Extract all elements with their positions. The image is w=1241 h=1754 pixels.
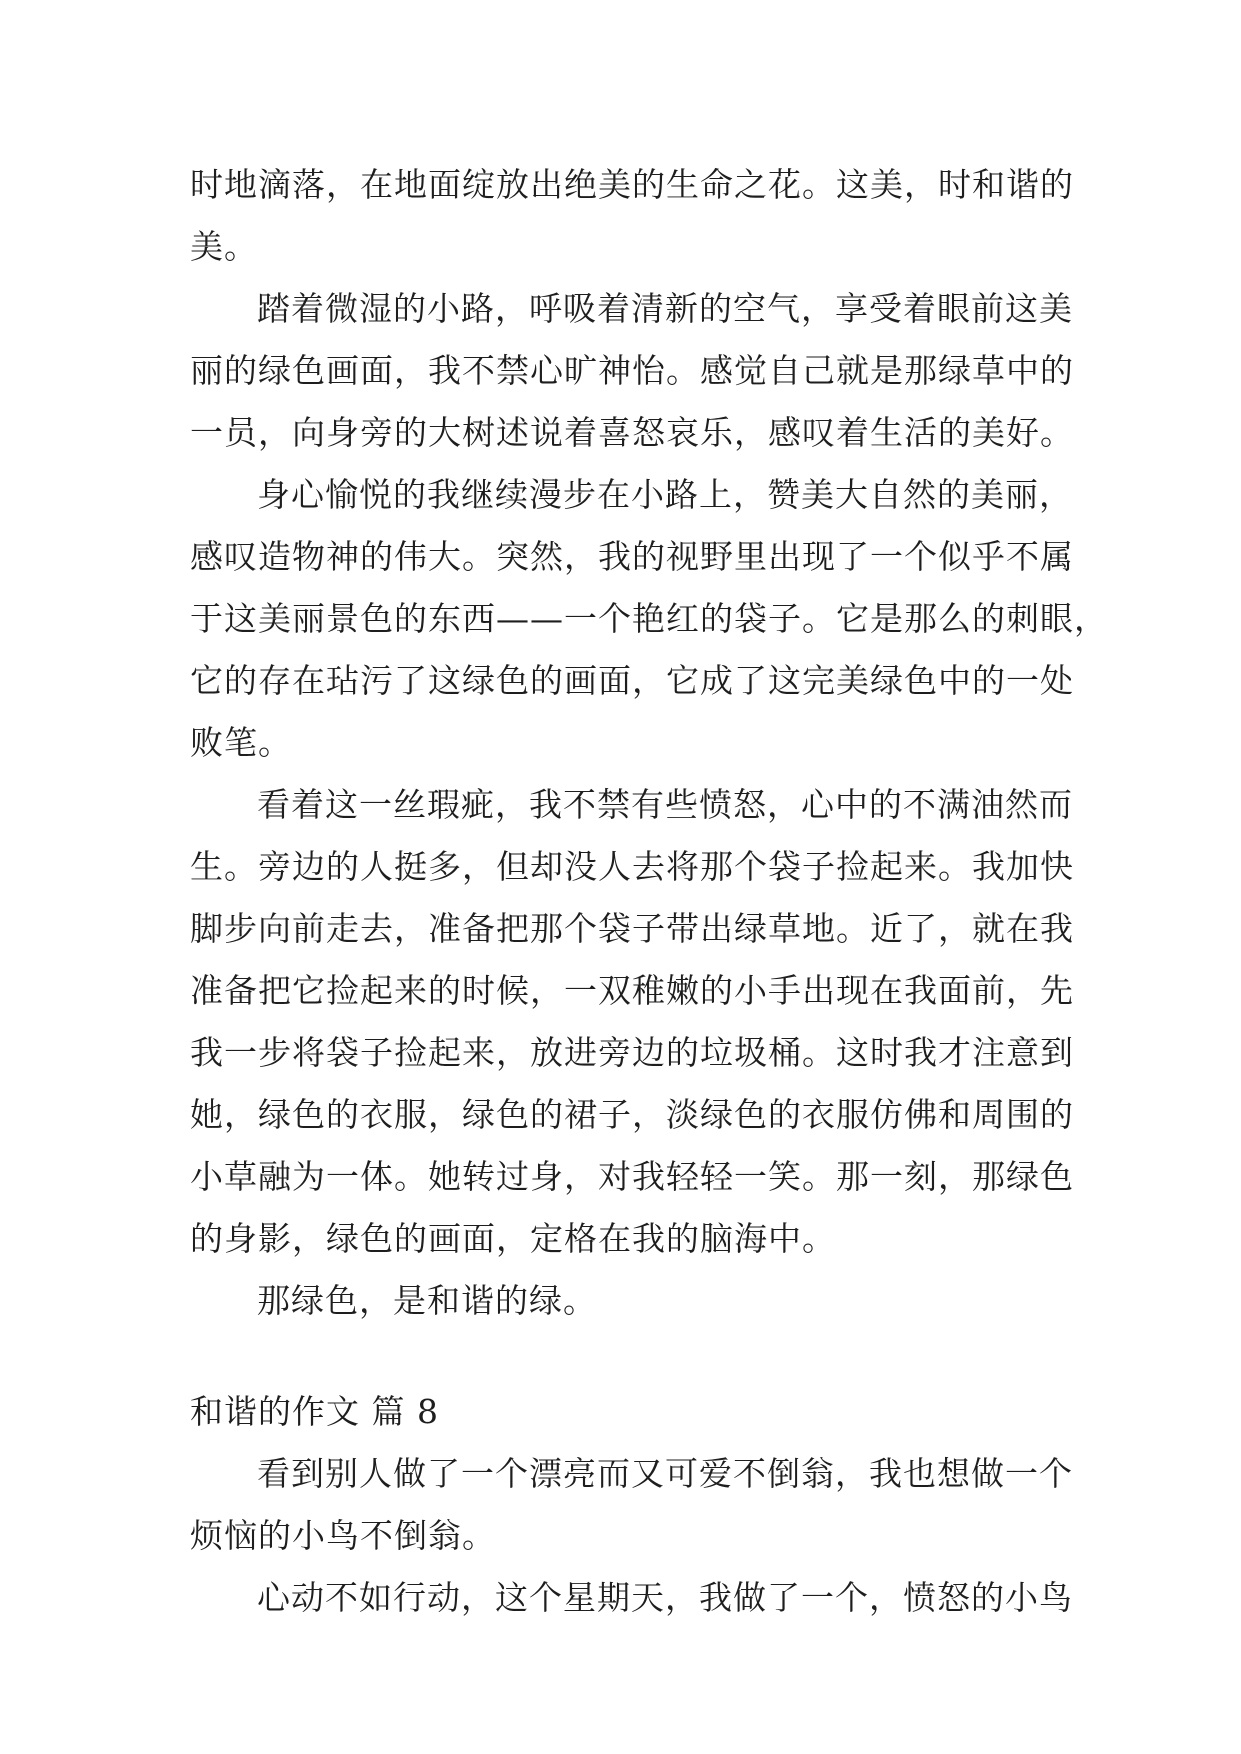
paragraph-first-line: 那绿色，是和谐的绿。 <box>257 1281 597 1320</box>
text-line: 准备把它捡起来的时候，一双稚嫩的小手出现在我面前，先 <box>190 971 1074 1010</box>
text-line: 它的存在玷污了这绿色的画面，它成了这完美绿色中的一处 <box>190 661 1074 700</box>
text-line: 的身影，绿色的画面，定格在我的脑海中。 <box>190 1219 836 1258</box>
text-line: 于这美丽景色的东西——一个艳红的袋子。它是那么的刺眼， <box>190 599 1108 638</box>
paragraph-first-line: 身心愉悦的我继续漫步在小路上，赞美大自然的美丽， <box>257 475 1073 514</box>
text-line: 丽的绿色画面，我不禁心旷神怡。感觉自己就是那绿草中的 <box>190 351 1074 390</box>
text-line: 一员，向身旁的大树述说着喜怒哀乐，感叹着生活的美好。 <box>190 413 1074 452</box>
paragraph-first-line: 心动不如行动，这个星期天，我做了一个，愤怒的小鸟 <box>257 1578 1073 1617</box>
paragraph-first-line: 看着这一丝瑕疵，我不禁有些愤怒，心中的不满油然而 <box>257 785 1073 824</box>
text-line: 美。 <box>190 227 258 266</box>
paragraph-first-line: 看到别人做了一个漂亮而又可爱不倒翁，我也想做一个 <box>257 1454 1073 1493</box>
text-line: 她，绿色的衣服，绿色的裙子，淡绿色的衣服仿佛和周围的 <box>190 1095 1074 1134</box>
text-line: 感叹造物神的伟大。突然，我的视野里出现了一个似乎不属 <box>190 537 1074 576</box>
text-line: 我一步将袋子捡起来，放进旁边的垃圾桶。这时我才注意到 <box>190 1033 1074 1072</box>
text-line: 烦恼的小鸟不倒翁。 <box>190 1516 496 1555</box>
text-line: 时地滴落，在地面绽放出绝美的生命之花。这美，时和谐的 <box>190 165 1074 204</box>
text-line: 生。旁边的人挺多，但却没人去将那个袋子捡起来。我加快 <box>190 847 1074 886</box>
paragraph-first-line: 踏着微湿的小路，呼吸着清新的空气，享受着眼前这美 <box>257 289 1073 328</box>
text-line: 败笔。 <box>190 723 292 762</box>
section-heading: 和谐的作文 篇 8 <box>190 1392 439 1431</box>
text-line: 小草融为一体。她转过身，对我轻轻一笑。那一刻，那绿色 <box>190 1157 1074 1196</box>
text-line: 脚步向前走去，准备把那个袋子带出绿草地。近了，就在我 <box>190 909 1074 948</box>
